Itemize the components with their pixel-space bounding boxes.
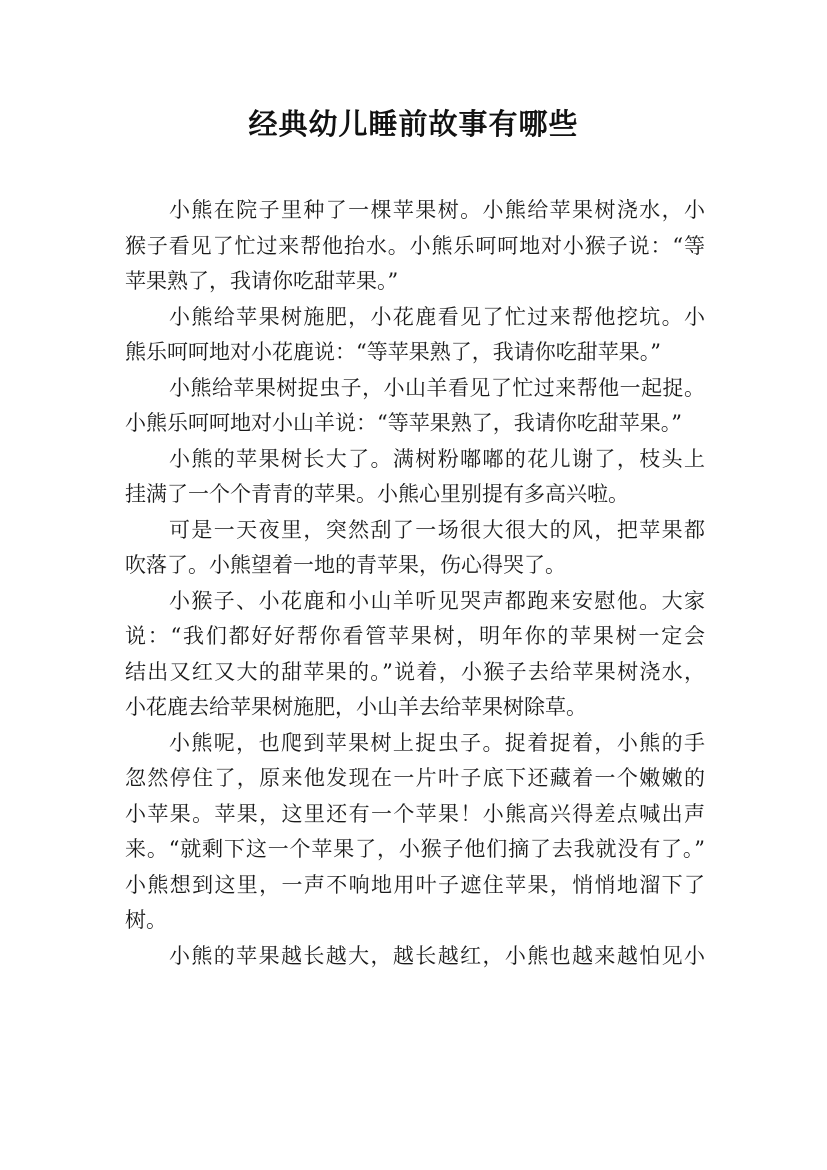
- story-line: 小熊在院子里种了一棵苹果树。小熊给苹果树浇水，小: [169, 198, 705, 222]
- story-line: 小熊的苹果越长越大，越长越红，小熊也越来越怕见小: [169, 943, 705, 968]
- story-line: 小熊呢，也爬到苹果树上捉虫子。捉着捉着，小熊的手: [169, 730, 705, 755]
- story-line: 吹落了。小熊望着一地的青苹果，伤心得哭了。: [125, 553, 566, 577]
- story-body: [125, 193, 705, 974]
- story-line: 小熊乐呵呵地对小山羊说：“等苹果熟了，我请你吃甜苹果。”: [125, 411, 682, 435]
- document-title: 经典幼儿睡前故事有哪些: [248, 107, 579, 141]
- story-line: 可是一天夜里，突然刮了一场很大很大的风，把苹果都: [169, 517, 705, 542]
- story-line: 熊乐呵呵地对小花鹿说：“等苹果熟了，我请你吃甜苹果。”: [125, 340, 661, 364]
- story-line: 小熊想到这里，一声不响地用叶子遮住苹果，悄悄地溜下了: [125, 872, 705, 897]
- story-line: 小熊给苹果树施肥，小花鹿看见了忙过来帮他挖坑。小: [169, 304, 705, 329]
- story-line: 树。: [125, 908, 167, 932]
- story-line: 小熊的苹果树长大了。满树粉嘟嘟的花儿谢了，枝头上: [169, 446, 705, 471]
- story-line: 小熊给苹果树捉虫子，小山羊看见了忙过来帮他一起捉。: [169, 375, 705, 400]
- story-line: 小猴子、小花鹿和小山羊听见哭声都跑来安慰他。大家: [169, 588, 705, 613]
- story-line: 挂满了一个个青青的苹果。小熊心里别提有多高兴啦。: [125, 482, 629, 506]
- story-line: 猴子看见了忙过来帮他抬水。小熊乐呵呵地对小猴子说：“等: [125, 233, 705, 258]
- story-line: 说：“我们都好好帮你看管苹果树，明年你的苹果树一定会: [125, 624, 705, 648]
- story-line: 小花鹿去给苹果树施肥，小山羊去给苹果树除草。: [125, 695, 587, 719]
- story-line: 来。“就剩下这一个苹果了，小猴子他们摘了去我就没有了。”: [125, 837, 705, 861]
- story-line: 小苹果。苹果，这里还有一个苹果！小熊高兴得差点喊出声: [125, 801, 705, 826]
- story-line: 结出又红又大的甜苹果的。”说着，小猴子去给苹果树浇水，: [125, 659, 705, 684]
- story-line: 忽然停住了，原来他发现在一片叶子底下还藏着一个嫩嫩的: [125, 766, 705, 790]
- story-line: 苹果熟了，我请你吃甜苹果。”: [125, 269, 399, 293]
